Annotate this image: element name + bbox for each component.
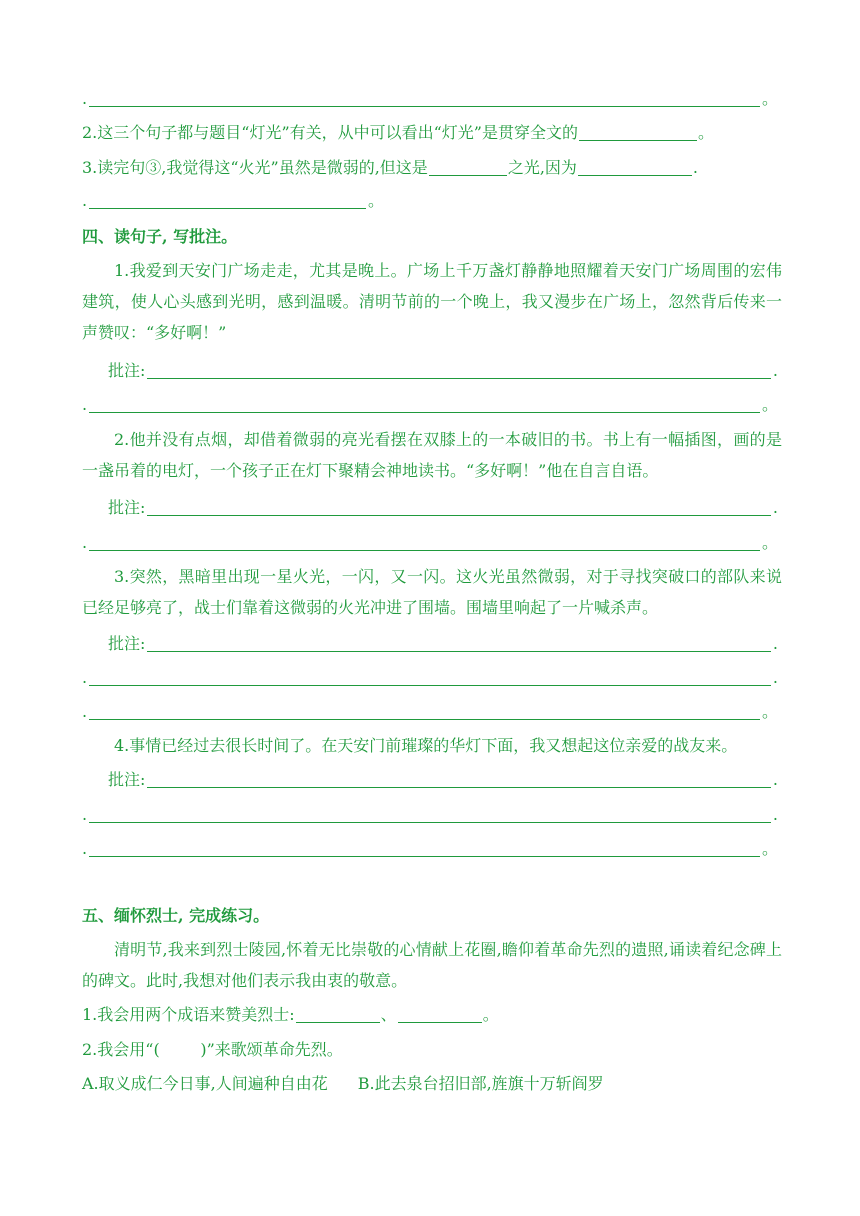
annotation-blank[interactable]	[89, 549, 760, 551]
answer-blank[interactable]	[429, 157, 507, 176]
annotation-1-line2: . 。	[82, 395, 778, 414]
annotation-2-line1: 批注: .	[108, 498, 778, 517]
part5-options	[82, 1071, 778, 1095]
part5-q1: 1.我会用两个成语来赞美烈士: 、 。	[82, 1005, 499, 1024]
annotation-blank[interactable]	[89, 684, 771, 686]
part4-heading: 四、读句子, 写批注。	[82, 227, 238, 246]
part5-intro: 清明节,我来到烈士陵园,怀着无比崇敬的心情献上花圈,瞻仰着革命先烈的遗照,诵读着纪念碑上的碑文。此时,我想对他们表示我由衷的敬意。	[82, 940, 782, 990]
annotation-blank[interactable]	[147, 514, 771, 516]
sentence-1: 1.我爱到天安门广场走走，尤其是晚上。广场上千万盏灯静静地照耀着天安门广场周围的宏伟建筑，使人心头感到光明，感到温暖。清明节前的一个晚上，我又漫步在广场上，忽然背后传来一声赞叹：“多好啊！”	[82, 261, 782, 342]
sentence-4: 4.事情已经过去很长时间了。在天安门前璀璨的华灯下面，我又想起这位亲爱的战友来。	[114, 736, 738, 755]
idiom-blank-1[interactable]	[296, 1004, 380, 1023]
line-end: .	[692, 158, 698, 177]
line-end: 。	[761, 89, 778, 108]
annotation-label: 批注:	[108, 498, 146, 517]
answer-blank[interactable]	[579, 122, 697, 141]
answer-blank[interactable]	[89, 207, 366, 209]
annotation-blank[interactable]	[147, 377, 771, 379]
part3-q3	[82, 155, 778, 179]
sentence-2: 2.他并没有点烟，却借着微弱的亮光看摆在双膝上的一本破旧的书。书上有一幅插图，画的是一盏吊着的电灯，一个孩子正在灯下聚精会神地读书。“多好啊！”他在自言自语。	[82, 430, 782, 480]
annotation-blank[interactable]	[147, 650, 771, 652]
answer-blank[interactable]	[578, 157, 692, 176]
line-end: 。	[367, 191, 384, 210]
line-start-dot: .	[82, 89, 88, 108]
idiom-blank-2[interactable]	[398, 1004, 482, 1023]
question-text: 2.我会用“( )”来歌颂革命先烈。	[82, 1040, 343, 1059]
annotation-1-line1: 批注: .	[108, 361, 778, 380]
line-start-dot: .	[82, 191, 88, 210]
annotation-label: 批注:	[108, 770, 146, 789]
annotation-3-line2: . .	[82, 668, 778, 687]
annotation-blank[interactable]	[89, 411, 760, 413]
annotation-4-line2: . .	[82, 805, 778, 824]
option-b[interactable]: B.此去泉台招旧部,旌旗十万斩阎罗	[357, 1074, 604, 1093]
question-text: 1.我会用两个成语来赞美烈士:	[82, 1005, 295, 1024]
part5-q2	[82, 1037, 778, 1061]
option-a[interactable]: A.取义成仁今日事,人间遍种自由花	[82, 1074, 328, 1093]
annotation-label: 批注:	[108, 634, 146, 653]
annotation-blank[interactable]	[89, 821, 771, 823]
part5-heading: 五、缅怀烈士, 完成练习。	[82, 906, 270, 925]
annotation-3-line1: 批注: .	[108, 634, 778, 653]
part3-q1-answer-line	[82, 86, 778, 110]
annotation-blank[interactable]	[89, 718, 760, 720]
question-text: 2.这三个句子都与题目“灯光”有关，从中可以看出“灯光”是贯穿全文的	[82, 123, 578, 142]
annotation-3-line3: . 。	[82, 702, 778, 721]
annotation-blank[interactable]	[147, 786, 771, 788]
question-text: 3.读完句③,我觉得这“火光”虽然是微弱的,但这是	[82, 158, 428, 177]
annotation-4-line3: . 。	[82, 839, 778, 858]
part3-q3-line2	[82, 188, 384, 212]
annotation-blank[interactable]	[89, 855, 760, 857]
question-text: 之光,因为	[507, 158, 577, 177]
line-end: 。	[698, 123, 715, 142]
annotation-2-line2: . 。	[82, 533, 778, 552]
answer-blank[interactable]	[89, 105, 760, 107]
sentence-3: 3.突然，黑暗里出现一星火光，一闪，又一闪。这火光虽然微弱，对于寻找突破口的部队来说已经足够亮了，战士们靠着这微弱的火光冲进了围墙。围墙里响起了一片喊杀声。	[82, 567, 782, 617]
part3-q2	[82, 120, 778, 144]
annotation-4-line1: 批注: .	[108, 770, 778, 789]
annotation-label: 批注:	[108, 361, 146, 380]
